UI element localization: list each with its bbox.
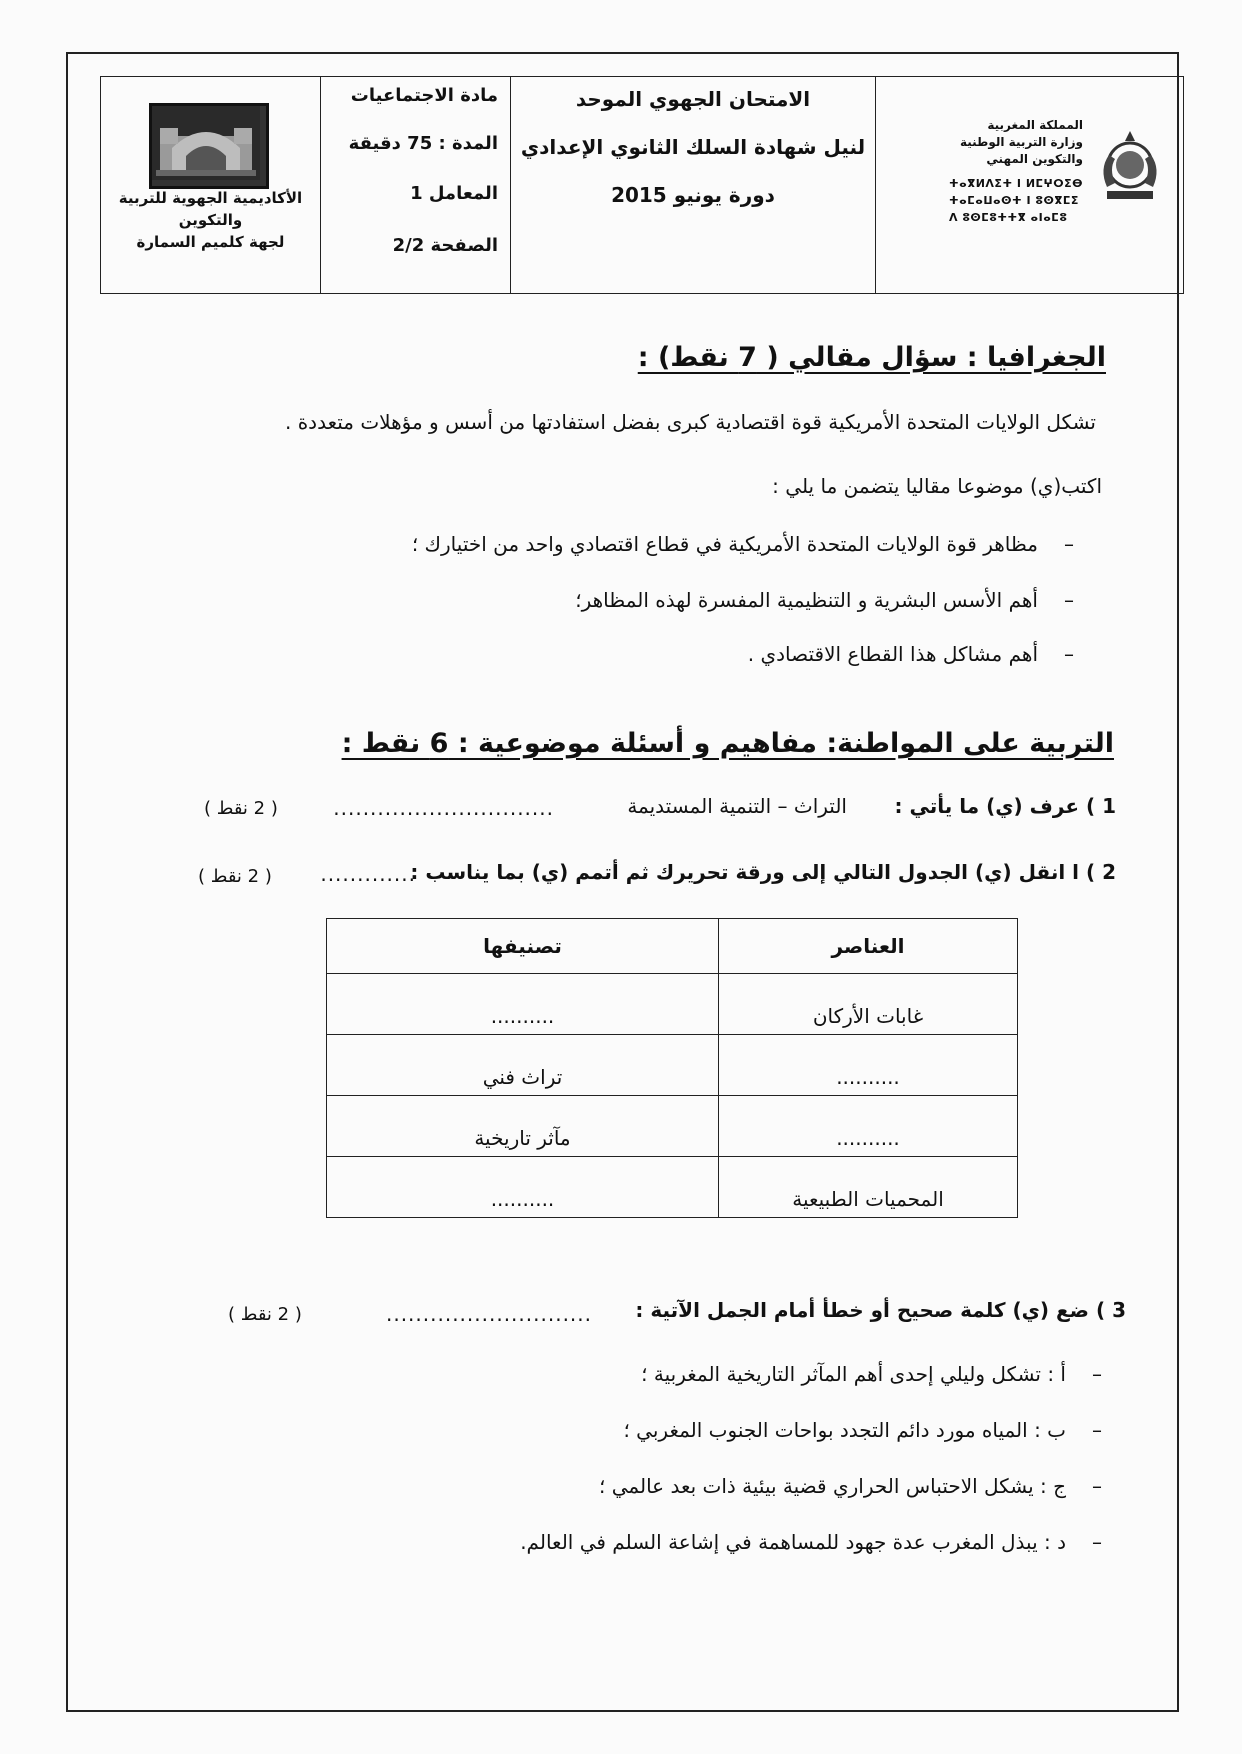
question-2-points: ( 2 نقط )	[198, 866, 272, 887]
academy-cell	[101, 77, 321, 293]
table-cell-classification: ..........	[327, 974, 719, 1035]
geography-item	[412, 532, 1074, 556]
academy-building-icon	[152, 106, 260, 180]
table-row	[327, 1096, 1018, 1157]
tifinagh-line-1: ⵜⴰⴳⵍⴷⵉⵜ ⵏ ⵍⵎⵖⵔⵉⴱ	[948, 177, 1083, 190]
academy-logo	[149, 103, 269, 189]
statement-item	[623, 1418, 1102, 1442]
kingdom-emblem-icon	[1095, 125, 1165, 205]
subject-label: مادة الاجتماعيات	[350, 85, 498, 106]
title-cell	[511, 77, 876, 293]
dash-bullet: –	[1064, 588, 1074, 612]
academy-region: لجهة كلميم السمارة	[136, 233, 285, 251]
question-3-points: ( 2 نقط )	[228, 1304, 302, 1325]
dash-bullet: –	[1092, 1362, 1102, 1386]
dash-bullet: –	[1092, 1418, 1102, 1442]
question-2-label: 2 ) ا انقل (ي) الجدول التالي إلى ورقة تحريرك ثم أتمم (ي) بما يناسب :	[410, 860, 1116, 884]
geography-instruction: اكتب(ي) موضوعا مقاليا يتضمن ما يلي :	[772, 474, 1102, 498]
statement-text: د : يبذل المغرب عدة جهود للمساهمة في إشاعة السلم في العالم.	[520, 1530, 1066, 1554]
ministry-name-2: والتكوين المهني	[986, 152, 1083, 166]
header-elements: العناصر	[719, 919, 1018, 974]
question-1-dots: ..............................	[333, 796, 554, 820]
table-cell-element: غابات الأركان	[719, 974, 1018, 1035]
geography-item-text: مظاهر قوة الولايات المتحدة الأمريكية في قطاع اقتصادي واحد من اختيارك ؛	[411, 532, 1038, 556]
dash-bullet: –	[1064, 532, 1074, 556]
geography-item-text: أهم مشاكل هذا القطاع الاقتصادي .	[747, 642, 1038, 666]
page-number: الصفحة 2/2	[392, 235, 498, 256]
question-1-label: 1 ) عرف (ي) ما يأتي :	[894, 794, 1116, 818]
table-row	[327, 974, 1018, 1035]
statement-text: أ : تشكل وليلي إحدى أهم المآثر التاريخية المغربية ؛	[641, 1362, 1066, 1386]
geography-item	[748, 642, 1074, 666]
dash-bullet: –	[1064, 642, 1074, 666]
table-cell-element: ..........	[719, 1035, 1018, 1096]
table-header-row	[327, 919, 1018, 974]
coefficient-label: المعامل 1	[410, 183, 498, 204]
question-1-terms: التراث – التنمية المستديمة	[627, 794, 847, 818]
classification-table	[326, 918, 1018, 1218]
tifinagh-line-3: ⴷ ⵓⵙⵎⵓⵜⵜⴳ ⴰⵏⴰⵎⵓ	[948, 211, 1068, 224]
ministry-cell	[876, 77, 1183, 293]
tifinagh-line-2: ⵜⴰⵎⴰⵡⴰⵙⵜ ⵏ ⵓⵙⴳⵎⵉ	[948, 194, 1079, 207]
question-3-dots: ............................	[385, 1302, 592, 1326]
geography-item	[575, 588, 1074, 612]
table-cell-element: ..........	[719, 1096, 1018, 1157]
table-row	[327, 1035, 1018, 1096]
geography-section-title: الجغرافيا : سؤال مقالي ( 7 نقط) :	[637, 342, 1106, 373]
table-row	[327, 1157, 1018, 1218]
exam-title: الامتحان الجهوي الموحد	[575, 87, 811, 111]
header-classification: تصنيفها	[327, 919, 719, 974]
statement-text: ج : يشكل الاحتباس الحراري قضية بيئية ذات بعد عالمي ؛	[599, 1474, 1066, 1498]
statement-item	[520, 1530, 1102, 1554]
geography-intro: تشكل الولايات المتحدة الأمريكية قوة اقتصادية كبرى بفضل استفادتها من أسس و مؤهلات متعددة .	[284, 410, 1096, 434]
citizenship-section-title: التربية على المواطنة: مفاهيم و أسئلة موضوعية : 6 نقط :	[341, 728, 1114, 759]
question-3-label: 3 ) ضع (ي) كلمة صحيح أو خطأ أمام الجمل الآتية :	[635, 1298, 1126, 1322]
dash-bullet: –	[1092, 1474, 1102, 1498]
exam-session: دورة يونيو 2015	[611, 183, 775, 207]
statement-item	[641, 1362, 1102, 1386]
ministry-kingdom: المملكة المغربية	[987, 118, 1083, 132]
table-cell-element: المحميات الطبيعية	[719, 1157, 1018, 1218]
geography-item-text: أهم الأسس البشرية و التنظيمية المفسرة لهذه المظاهر؛	[575, 588, 1038, 612]
ministry-name: وزارة التربية الوطنية	[959, 135, 1083, 149]
academy-name: الأكاديمية الجهوية للتربية والتكوين	[118, 189, 303, 229]
exam-certificate: لنيل شهادة السلك الثانوي الإعدادي	[520, 135, 866, 159]
table-cell-classification: مآثر تاريخية	[327, 1096, 719, 1157]
statement-item	[599, 1474, 1102, 1498]
dash-bullet: –	[1092, 1530, 1102, 1554]
table-cell-classification: تراث فني	[327, 1035, 719, 1096]
exam-header	[100, 76, 1184, 294]
meta-cell	[321, 77, 511, 293]
duration-label: المدة : 75 دقيقة	[348, 133, 498, 154]
question-1-points: ( 2 نقط )	[204, 798, 278, 819]
statement-text: ب : المياه مورد دائم التجدد بواحات الجنوب المغربي ؛	[623, 1418, 1066, 1442]
question-2-dots: .............	[320, 862, 416, 886]
table-cell-classification: ..........	[327, 1157, 719, 1218]
